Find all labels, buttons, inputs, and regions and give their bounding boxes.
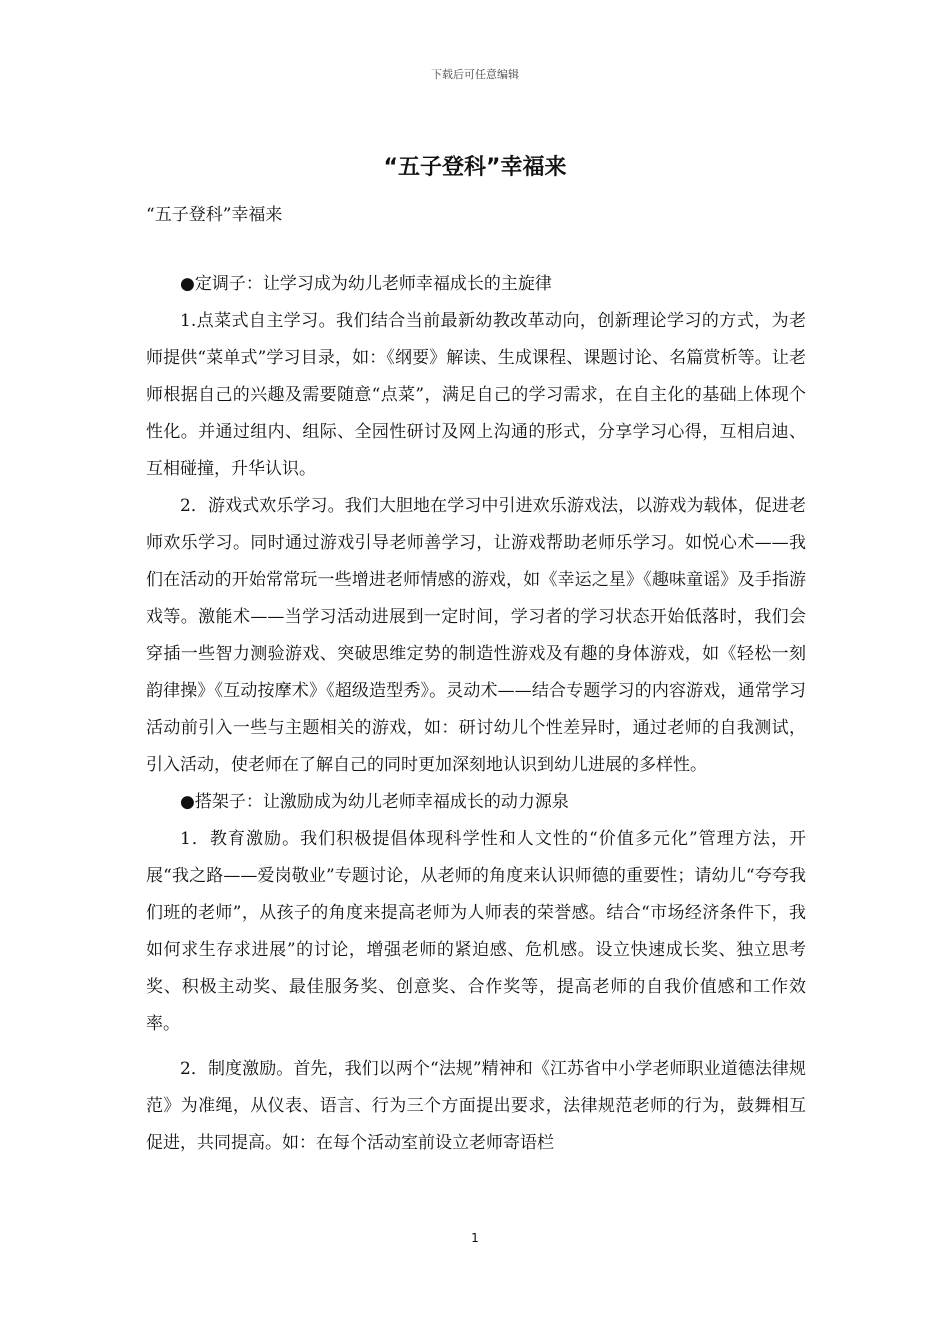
document-body xyxy=(146,266,806,1162)
paragraph: 1.点菜式自主学习。我们结合当前最新幼教改革动向，创新理论学习的方式，为老师提供“菜单式”学习目录，如：《纲要》解读、生成课程、课题讨论、名篇赏析等。让老师根据自己的兴趣及需要随意“点菜”，满足自己的学习需求，在自主化的基础上体现个性化。并通过组内、组际、全园性研讨及网上沟通的形式，分享学习心得，互相启迪、互相碰撞，升华认识。 xyxy=(146,311,806,479)
section-heading-1: ●定调子：让学习成为幼儿老师幸福成长的主旋律 xyxy=(180,274,552,294)
paragraph: 2．制度激励。首先，我们以两个“法规”精神和《江苏省中小学老师职业道德法律规范》为准绳，从仪表、语言、行为三个方面提出要求，法律规范老师的行为，鼓舞相互促进，共同提高。如：在每个活动室前设立老师寄语栏 xyxy=(146,1059,806,1153)
page-number: 1 xyxy=(471,1231,479,1245)
page-header-note: 下载后可任意编辑 xyxy=(431,68,519,81)
section-heading-2: ●搭架子：让激励成为幼儿老师幸福成长的动力源泉 xyxy=(180,792,569,812)
document-subtitle: “五子登科”幸福来 xyxy=(146,205,283,225)
paragraph: 1．教育激励。我们积极提倡体现科学性和人文性的“价值多元化”管理方法，开展“我之路——爱岗敬业”专题讨论，从老师的角度来认识师德的重要性；请幼儿“夸夸我们班的老师”，从孩子的角度来提高老师为人师表的荣誉感。结合“市场经济条件下，我如何求生存求进展”的讨论，增强老师的紧迫感、危机感。设立快速成长奖、独立思考奖、积极主动奖、最佳服务奖、创意奖、合作奖等，提高老师的自我价值感和工作效率。 xyxy=(146,829,806,1034)
paragraph: 2．游戏式欢乐学习。我们大胆地在学习中引进欢乐游戏法，以游戏为载体，促进老师欢乐学习。同时通过游戏引导老师善学习，让游戏帮助老师乐学习。如悦心术——我们在活动的开始常常玩一些增进老师情感的游戏，如《幸运之星》《趣味童谣》及手指游戏等。激能术——当学习活动进展到一定时间，学习者的学习状态开始低落时，我们会穿插一些智力测验游戏、突破思维定势的制造性游戏及有趣的身体游戏，如《轻松一刻韵律操》《互动按摩术》《超级造型秀》。灵动术——结合专题学习的内容游戏，通常学习活动前引入一些与主题相关的游戏，如：研讨幼儿个性差异时，通过老师的自我测试，引入活动，使老师在了解自己的同时更加深刻地认识到幼儿进展的多样性。 xyxy=(146,496,806,775)
document-title: “五子登科”幸福来 xyxy=(383,155,567,180)
